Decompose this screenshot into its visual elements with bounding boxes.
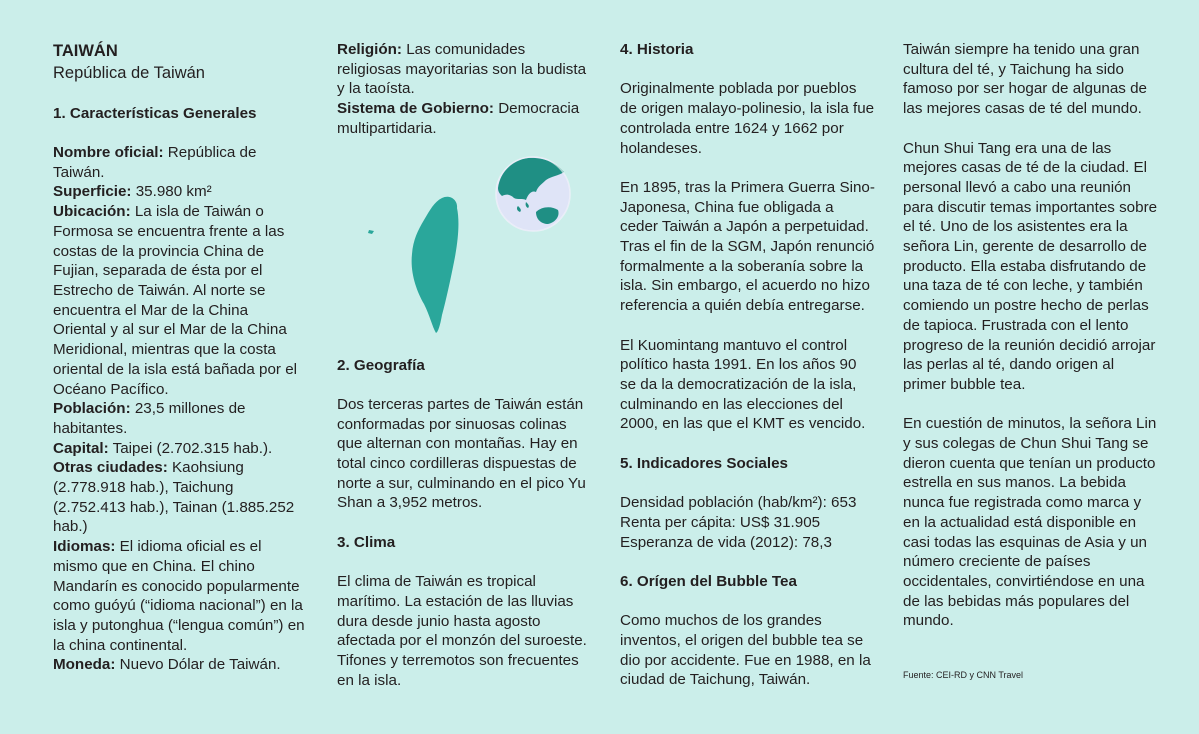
bubble-tea-p3: Chun Shui Tang era una de las mejores casas de té de la ciudad. El personal llevó a cabo una reunión para discutir temas importantes sobre el té. Uno de los asistentes era la señora Lin, gerente de desarrollo de producto. Ella estaba disfrutando de una taza de té con leche, y también comiendo un postre hecho de perlas de tapioca. Frustrada con el lento progreso de la reunión decidió arrojar las perlas al té, dando origen al primer bubble tea.: [903, 139, 1158, 393]
column-1: [53, 40, 305, 675]
poblacion: Población: 23,5 millones de habitantes.: [53, 400, 246, 437]
section-6-heading: 6. Orígen del Bubble Tea: [620, 572, 797, 590]
moneda: Moneda: Nuevo Dólar de Taiwán.: [53, 656, 281, 674]
column-3: [620, 40, 875, 690]
capital: Capital: Taipei (2.702.315 hab.).: [53, 439, 273, 457]
ubicacion: Ubicación: La isla de Taiwán o Formosa se encuentra frente a las costas de la provincia China de Fujian, separada de ésta por el Estrecho de Taiwán. Al norte se encuentra el Mar de la China Oriental y al sur el Mar de la China Meridional, mientras que la costa oriental de la isla está bañada por el Océano Pacífico.: [53, 203, 298, 398]
bubble-tea-p2: Taiwán siempre ha tenido una gran cultura del té, y Taichung ha sido famoso por ser hogar de algunas de las mejores casas de té del mundo.: [903, 41, 1148, 118]
section-3-heading: 3. Clima: [337, 533, 396, 551]
taiwan-island: [412, 197, 459, 333]
otras-ciudades: Otras ciudades: Kaohsiung (2.778.918 hab.), Taichung (2.752.413 hab.), Tainan (1.885.252 hab.): [53, 459, 295, 536]
historia-p1: Originalmente poblada por pueblos de origen malayo-polinesio, la isla fue controlada entre 1624 y 1662 por holandeses.: [620, 80, 875, 157]
page-subtitle: República de Taiwán: [53, 64, 205, 82]
bubble-tea-p1: Como muchos de los grandes inventos, el origen del bubble tea se dio por accidente. Fue en 1988, en la ciudad de Taichung, Taiwán.: [620, 612, 871, 689]
penghu-islets: [368, 230, 374, 234]
globe-icon: [496, 157, 570, 231]
geografia-text: Dos terceras partes de Taiwán están conformadas por sinuosas colinas que alternan con montañas. Hay en total cinco cordilleras dispuestas de norte a sur, culminando en el pico Yu Shan a 3,952 metros.: [337, 395, 586, 512]
page-title: TAIWÁN: [53, 42, 118, 60]
bubble-tea-p4: En cuestión de minutos, la señora Lin y sus colegas de Chun Shui Tang se dieron cuenta que tenían un producto estrella en sus manos. La bebida nunca fue registrada como marca y en la actualidad está disponible en casi todas las esquinas de Asia y un número creciente de países occidentales, convirtiéndose en una de las bebidas más populares del mundo.: [903, 415, 1157, 630]
renta: Renta per cápita: US$ 31.905: [620, 513, 821, 531]
section-2-heading: 2. Geografía: [337, 356, 425, 374]
religion: Religión: Las comunidades religiosas mayoritarias son la budista y la taoísta.: [337, 41, 587, 98]
section-5-heading: 5. Indicadores Sociales: [620, 454, 788, 472]
column-2: [337, 40, 587, 690]
section-4-heading: 4. Historia: [620, 41, 694, 58]
clima-text: El clima de Taiwán es tropical marítimo. La estación de las lluvias dura desde junio hasta agosto afectada por el monzón del suroeste. Tifones y terremotos son frecuentes en la isla.: [337, 573, 587, 689]
historia-p3: El Kuomintang mantuvo el control político hasta 1991. En los años 90 se da la democratización de la isla, culminando en las elecciones del 2000, en las que el KMT es vencido.: [620, 336, 866, 433]
densidad: Densidad población (hab/km²): 653: [620, 494, 857, 512]
esperanza: Esperanza de vida (2012): 78,3: [620, 533, 832, 551]
superficie: Superficie: 35.980 km²: [53, 183, 212, 201]
section-1-heading: 1. Características Generales: [53, 104, 257, 122]
source-note: Fuente: CEI-RD y CNN Travel: [903, 670, 1024, 681]
historia-p2: En 1895, tras la Primera Guerra Sino-Japonesa, China fue obligada a ceder Taiwán a Japón a perpetuidad. Tras el fin de la SGM, Japón renunció formalmente a la soberanía sobre la isla. Sin embargo, el acuerdo no hizo referencia a quién debía entregarse.: [620, 178, 875, 315]
nombre-oficial: Nombre oficial: República de Taiwán.: [53, 144, 257, 181]
sistema-gobierno: Sistema de Gobierno: Democracia multipartidaria.: [337, 100, 580, 137]
taiwan-map-icon: [360, 150, 590, 340]
idiomas: Idiomas: El idioma oficial es el mismo que en China. El chino Mandarín es conocido popularmente como guóyú (“idioma nacional”) en la isla y putonghua (“lengua común”) en la china continental.: [53, 538, 305, 654]
column-4: [903, 40, 1158, 681]
